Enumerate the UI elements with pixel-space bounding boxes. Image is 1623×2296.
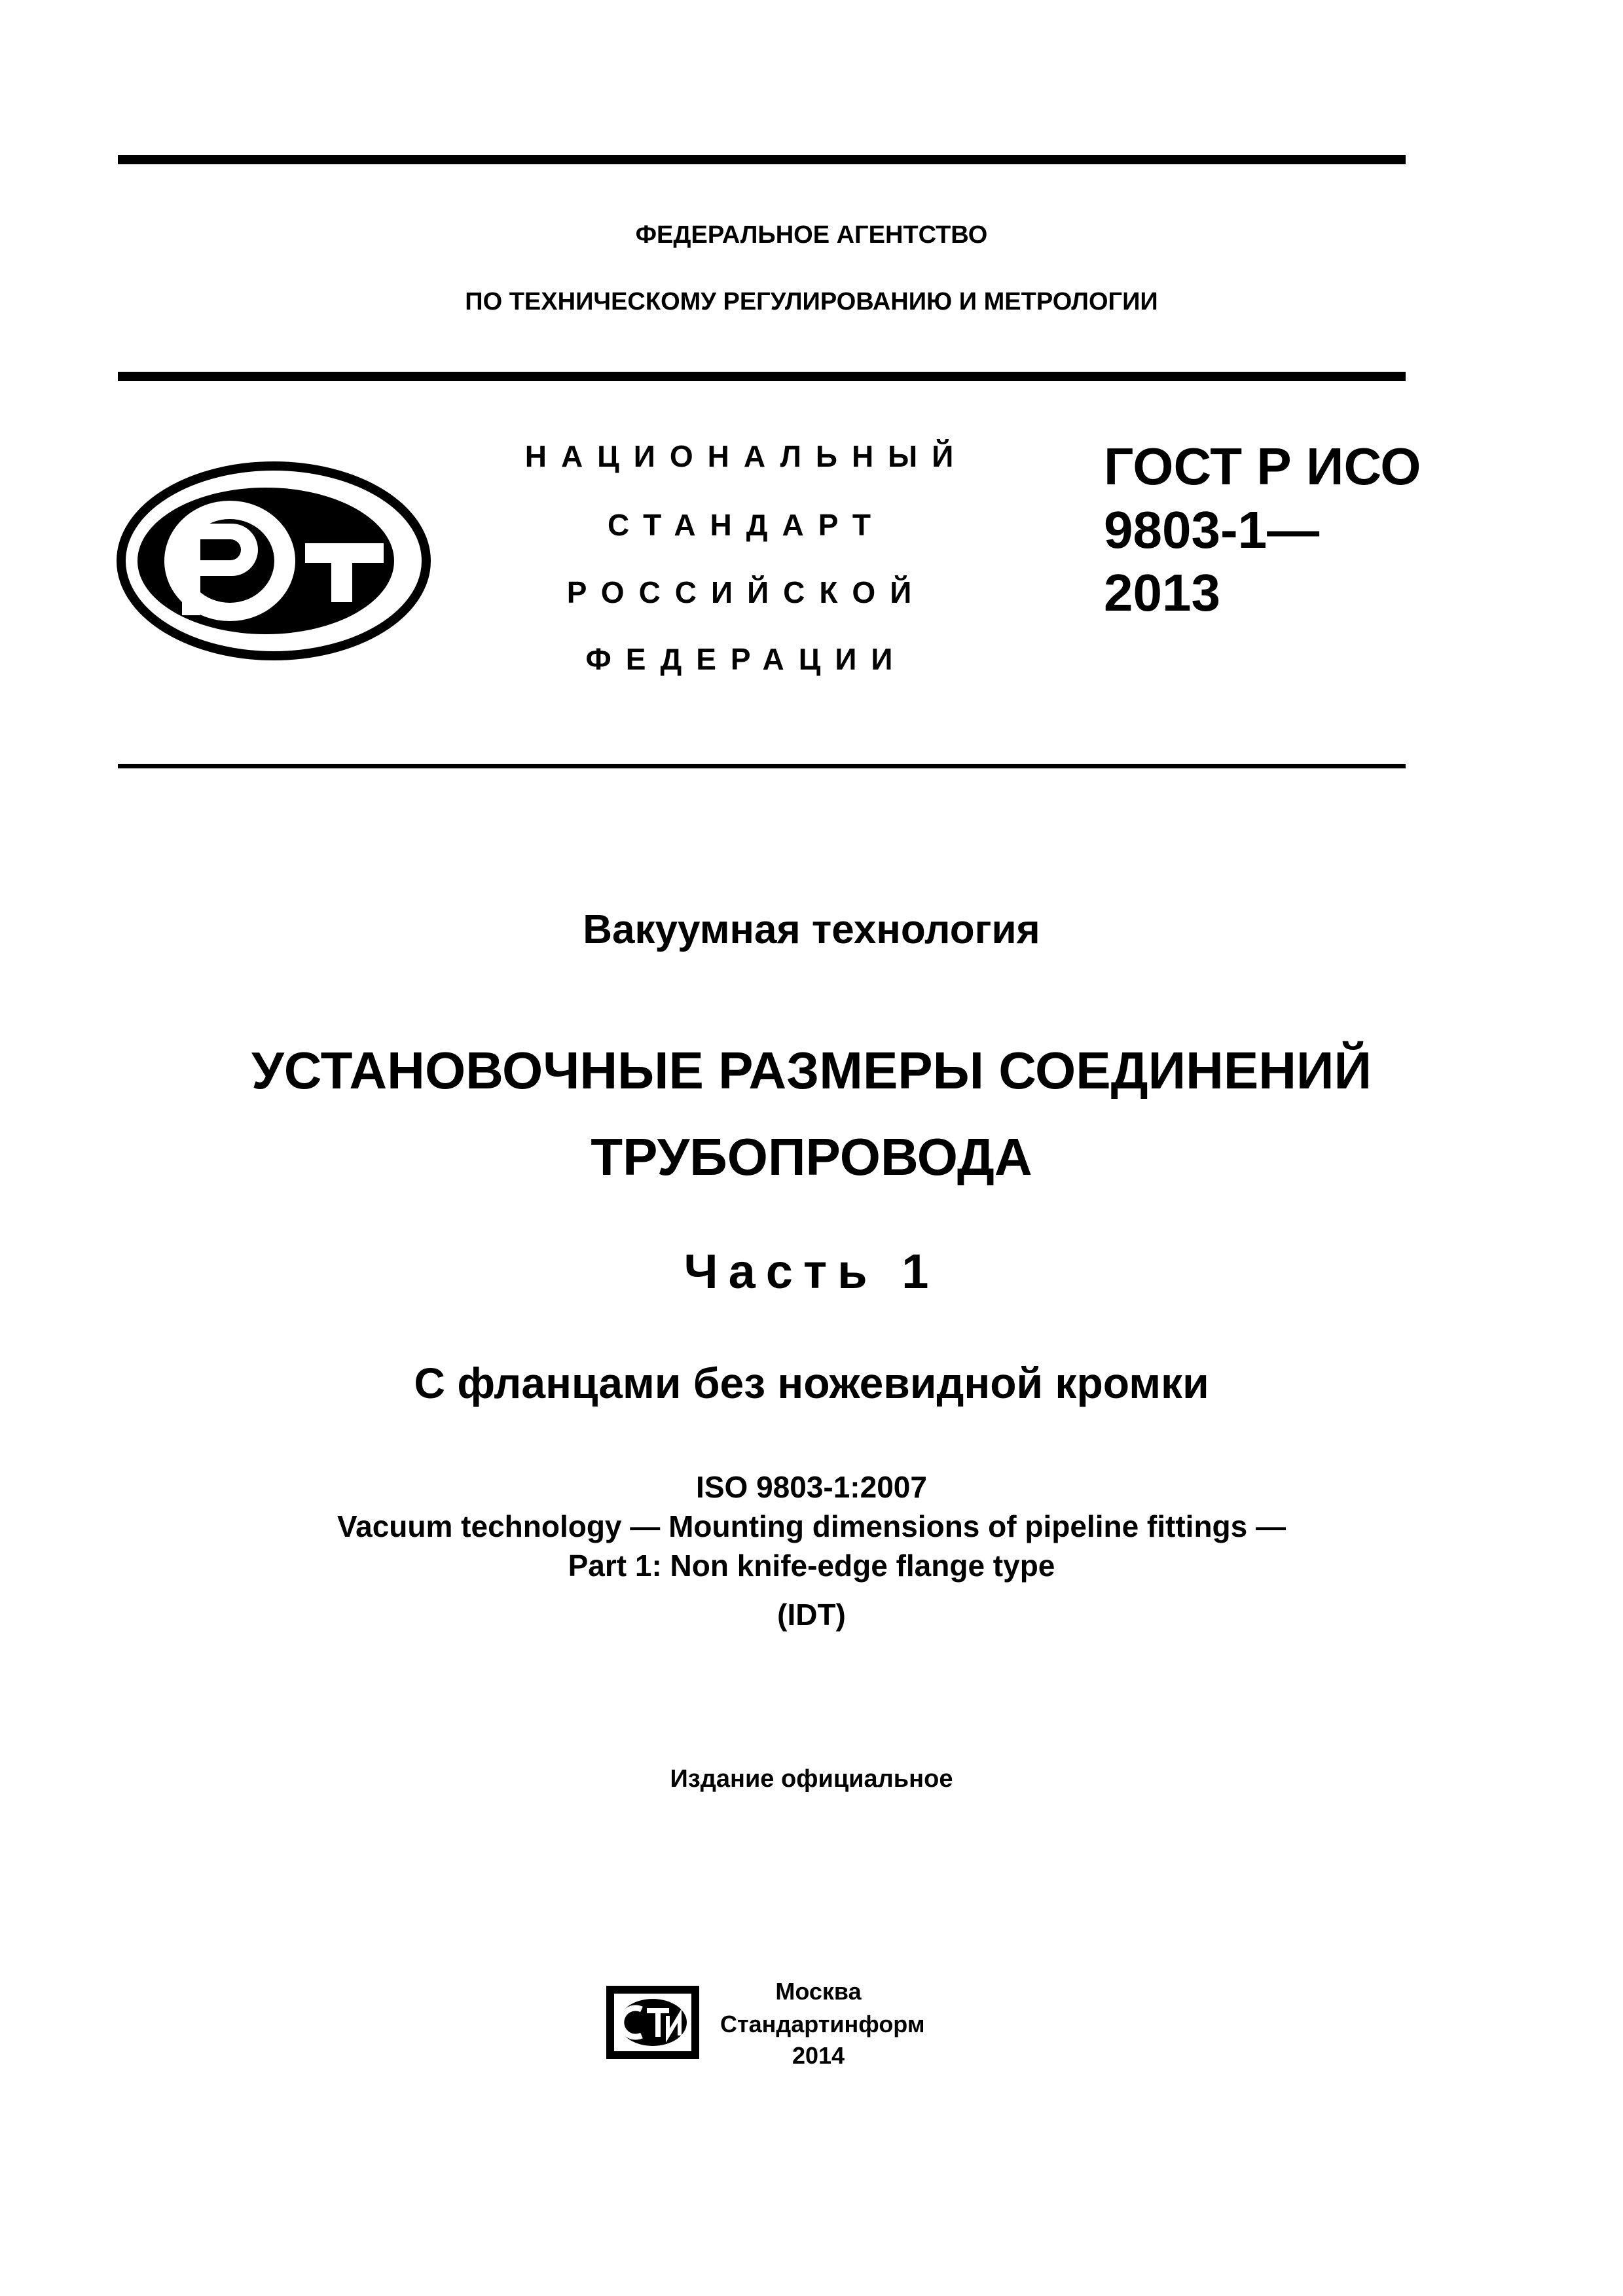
publisher-city: Москва <box>775 1978 862 2005</box>
iso-title-line-1: Vacuum technology — Mounting dimensions of pipeline fittings — <box>337 1509 1286 1543</box>
publisher-year: 2014 <box>792 2042 845 2069</box>
edition-label: Издание официальное <box>670 1765 953 1793</box>
top-rule <box>118 155 1406 164</box>
standartinform-logo-icon <box>604 1983 702 2062</box>
header-rule <box>118 372 1406 381</box>
national-standard-line-4: ФЕДЕРАЦИИ <box>585 642 907 676</box>
publisher-name: Стандартинформ <box>720 2011 925 2037</box>
rst-mark-icon <box>115 458 433 664</box>
title-line-1: УСТАНОВОЧНЫЕ РАЗМЕРЫ СОЕДИНЕНИЙ <box>251 1041 1372 1100</box>
designation-line-1: ГОСТ Р ИСО <box>1104 437 1421 495</box>
agency-line-1: ФЕДЕРАЛЬНОЕ АГЕНТСТВО <box>635 221 988 249</box>
subject-heading: Вакуумная технология <box>583 907 1040 952</box>
subtitle: С фланцами без ножевидной кромки <box>414 1359 1209 1407</box>
national-standard-line-1: НАЦИОНАЛЬНЫЙ <box>524 439 968 473</box>
agency-line-2: ПО ТЕХНИЧЕСКОМУ РЕГУЛИРОВАНИЮ И МЕТРОЛОГИИ <box>465 288 1158 315</box>
designation-line-3: 2013 <box>1104 564 1220 622</box>
national-standard-line-3: РОССИЙСКОЙ <box>566 575 926 609</box>
iso-title-line-2: Part 1: Non knife-edge flange type <box>568 1549 1055 1583</box>
designation-line-2: 9803-1— <box>1104 501 1320 559</box>
iso-number: ISO 9803-1:2007 <box>696 1470 927 1504</box>
title-line-2: ТРУБОПРОВОДА <box>591 1128 1032 1186</box>
section-rule <box>118 764 1406 768</box>
iso-equivalence: (IDT) <box>777 1598 846 1632</box>
part-label: Часть 1 <box>684 1244 939 1299</box>
national-standard-line-2: СТАНДАРТ <box>608 508 885 542</box>
